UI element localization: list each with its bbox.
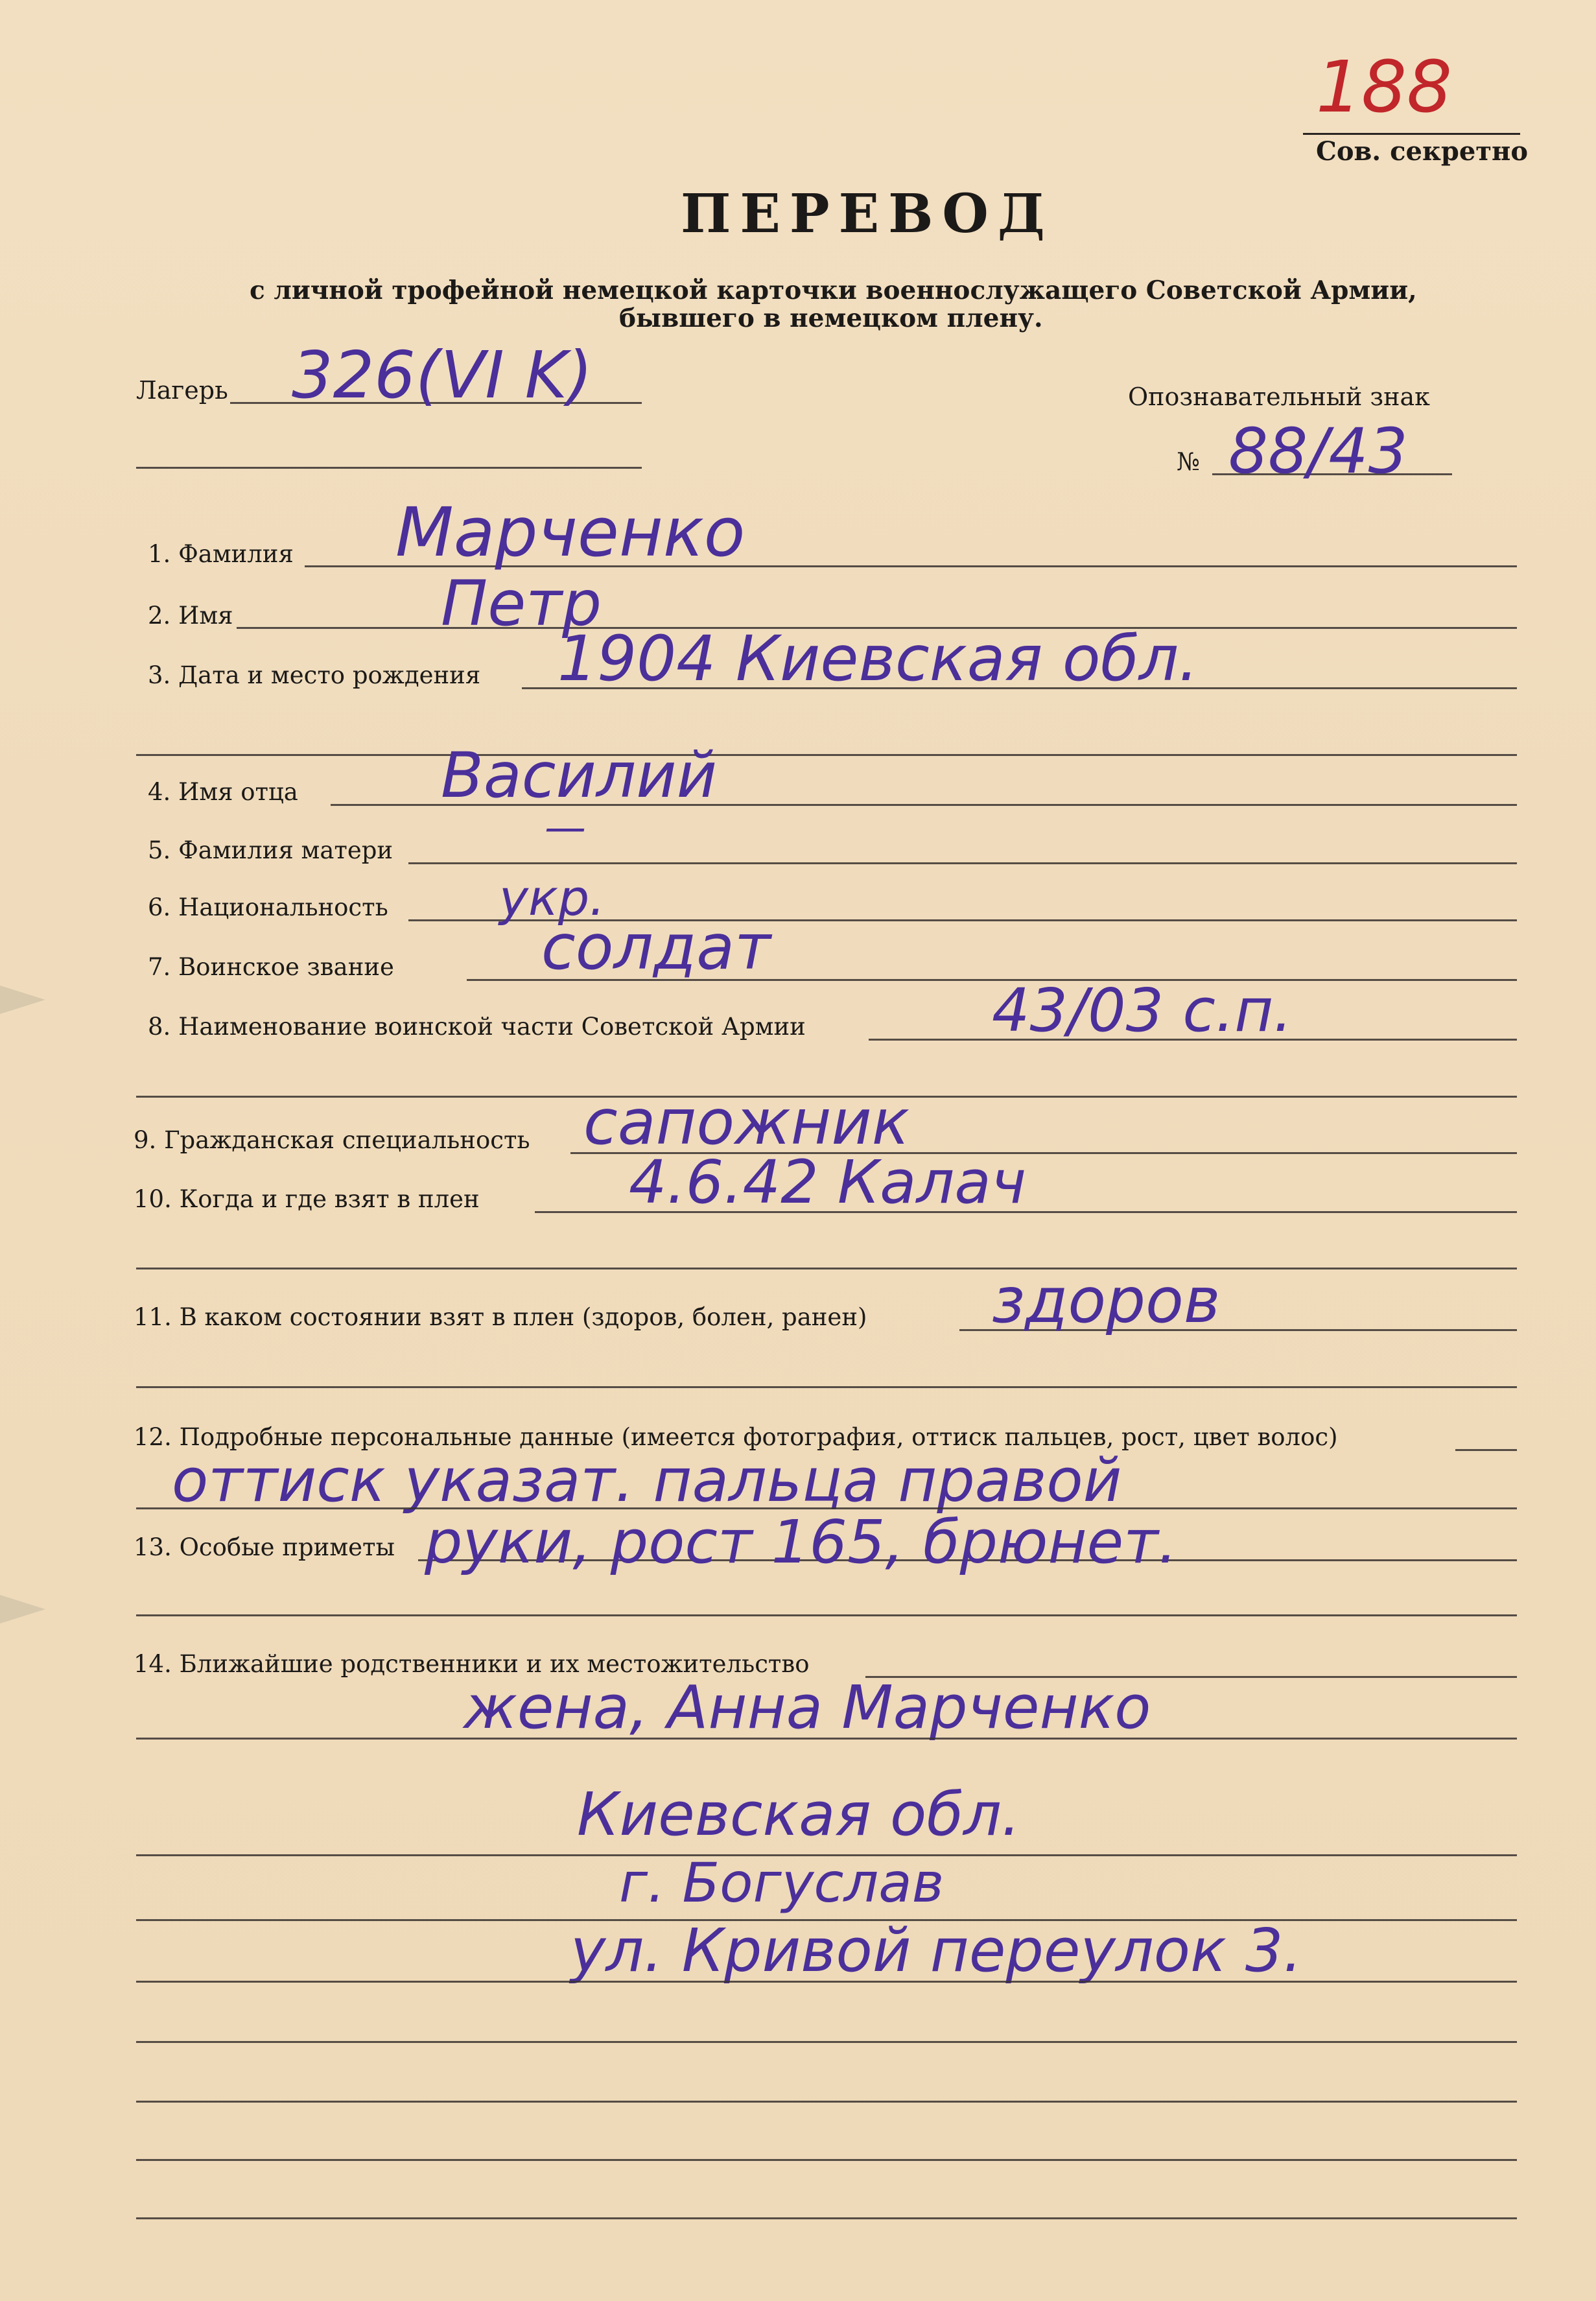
field-label-condition: 11. В каком состоянии взят в плен (здоров, болен, ранен) xyxy=(134,1303,867,1331)
field-value-rank: солдат xyxy=(541,911,771,984)
blank-line-3 xyxy=(136,2101,1517,2103)
field-label-birth: 3. Дата и место рождения xyxy=(148,661,481,689)
field-value-mother-surname: — xyxy=(545,804,586,852)
field-line-condition-2 xyxy=(136,1386,1517,1388)
field-value-relatives: жена, Анна Марченко xyxy=(464,1673,1151,1742)
field-value-nationality: укр. xyxy=(499,869,605,926)
field-line-personal-data xyxy=(1455,1449,1517,1451)
classification-stamp: Сов. секретно xyxy=(1316,136,1529,167)
camp-label: Лагерь xyxy=(136,376,228,405)
id-tag-label: Опознавательный знак xyxy=(1128,383,1430,411)
field-value-surname: Марченко xyxy=(395,493,745,572)
field-label-father-name: 4. Имя отца xyxy=(148,778,298,806)
torn-edge xyxy=(0,1595,45,1623)
field-label-special-marks: 13. Особые приметы xyxy=(134,1533,395,1561)
field-value-condition: здоров xyxy=(992,1264,1221,1337)
field-label-personal-data: 12. Подробные персональные данные (имеется фотография, оттиск пальцев, рост, цвет волос) xyxy=(134,1423,1338,1451)
camp-value: 326(VI K) xyxy=(292,337,593,413)
field-label-surname: 1. Фамилия xyxy=(148,540,294,568)
relatives-line-2 xyxy=(136,1738,1517,1740)
document-subtitle-line2: бывшего в немецком плену. xyxy=(619,303,1043,333)
field-line-mother-surname xyxy=(408,862,1517,864)
address-line-city: г. Богуслав xyxy=(619,1851,945,1915)
field-line-special-marks-2 xyxy=(136,1614,1517,1616)
field-line-birth-2 xyxy=(136,754,1517,756)
document-subtitle-line1: с личной трофейной немецкой карточки военнослужащего Советской Армии, xyxy=(250,276,1417,305)
address-line-region: Киевская обл. xyxy=(577,1780,1021,1849)
field-label-mother-surname: 5. Фамилия матери xyxy=(148,836,393,864)
archive-number: 188 xyxy=(1316,45,1452,128)
archive-number-underline xyxy=(1303,133,1520,135)
blank-line-5 xyxy=(136,2217,1517,2219)
field-value-personal-data: оттиск указат. пальца правой xyxy=(172,1446,1122,1515)
field-value-father-name: Василий xyxy=(441,739,717,812)
field-label-military-unit: 8. Наименование воинской части Советской Армии xyxy=(148,1013,806,1041)
field-value-civil-profession: сапожник xyxy=(583,1086,909,1159)
blank-line-1 xyxy=(136,1981,1517,1983)
document-title: ПЕРЕВОД xyxy=(681,183,1054,245)
field-label-relatives: 14. Ближайшие родственники и их местожительство xyxy=(134,1650,810,1678)
field-label-name: 2. Имя xyxy=(148,602,233,630)
address-line-street: ул. Кривой переулок 3. xyxy=(570,1916,1302,1985)
blank-line-4 xyxy=(136,2159,1517,2161)
field-value-special-marks: руки, рост 165, брюнет. xyxy=(425,1507,1178,1577)
field-value-birth: 1904 Киевская обл. xyxy=(557,622,1199,695)
field-label-rank: 7. Воинское звание xyxy=(148,953,394,981)
field-value-name: Петр xyxy=(441,567,602,640)
field-line-captured-2 xyxy=(136,1268,1517,1269)
field-label-captured: 10. Когда и где взят в плен xyxy=(134,1185,480,1213)
field-label-nationality: 6. Национальность xyxy=(148,893,388,921)
field-value-captured: 4.6.42 Калач xyxy=(629,1148,1027,1217)
field-label-civil-profession: 9. Гражданская специальность xyxy=(134,1126,530,1154)
field-value-military-unit: 43/03 с.п. xyxy=(992,976,1293,1045)
blank-line-2 xyxy=(136,2041,1517,2043)
camp-line-2 xyxy=(136,467,642,469)
id-tag-number-prefix: № xyxy=(1177,447,1200,476)
id-tag-value: 88/43 xyxy=(1228,415,1408,488)
torn-edge xyxy=(0,985,45,1014)
